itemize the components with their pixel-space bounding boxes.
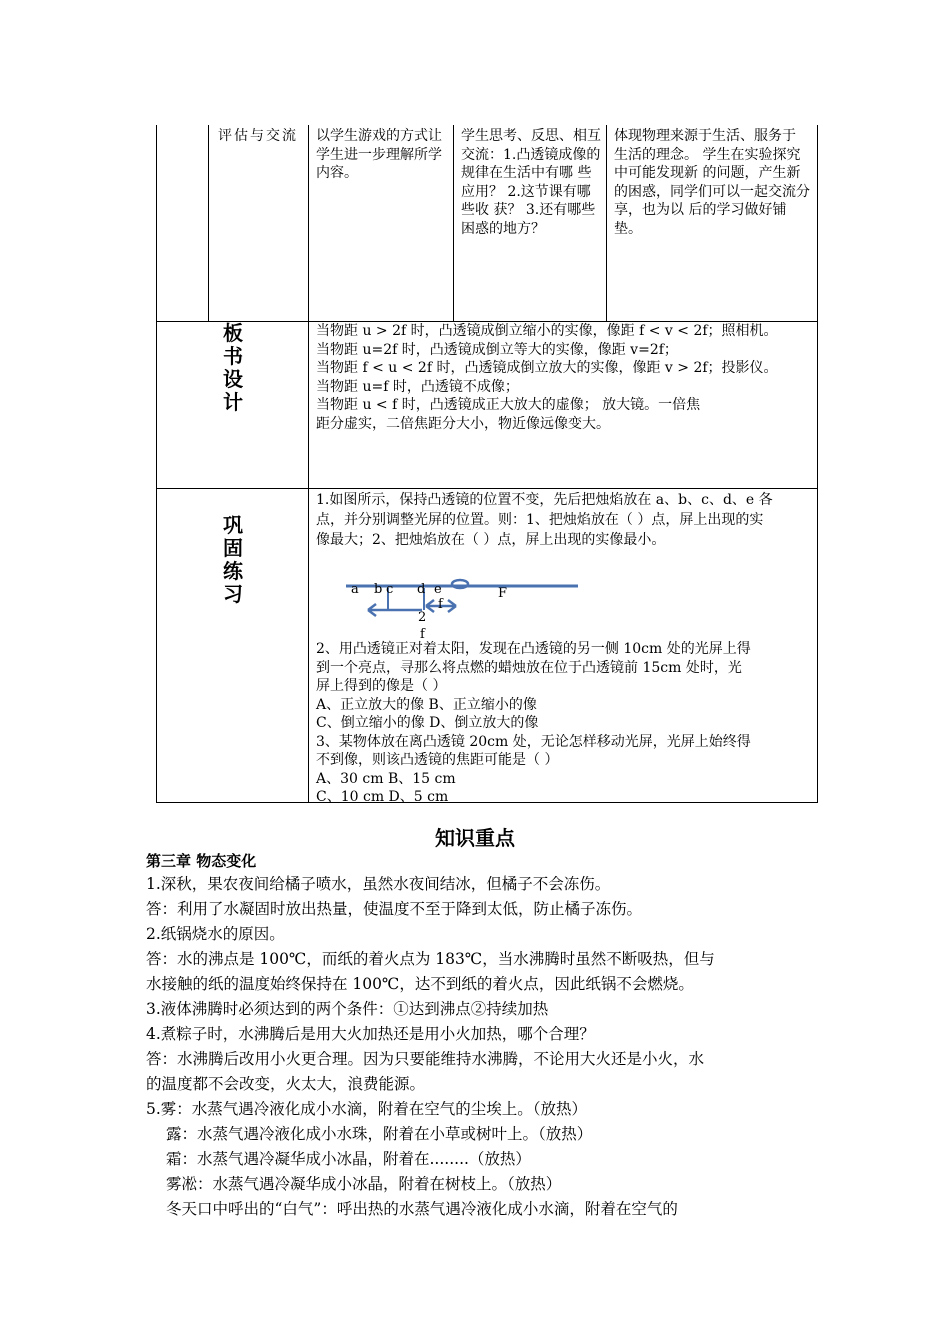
board-line: 当物距 u=f 时，凸透镜不成像；	[316, 378, 519, 395]
content-line: 水接触的纸的温度始终保持在 100℃，达不到纸的着火点，因此纸锅不会燃烧。	[146, 975, 694, 993]
content-line: 霜：水蒸气遇冷凝华成小冰晶，附着在........（放热）	[166, 1150, 531, 1168]
table-divider-2	[308, 125, 309, 803]
student-activity-cell: 学生思考、反思、相互交流：1.凸透镜成像的 规律在生活中有哪 些应用？ 2.这节课有哪些收 获？ 3.还有哪些困惑的地方？	[461, 128, 601, 237]
design-intent-cell: 体现物理来源于生活、服务于 生活的理念。 学生在实验探究中可能发现新 的问题，产生新的困惑，同学们可以一起交流分享，也为以 后的学习做好铺垫。	[614, 128, 810, 237]
table-divider-3	[453, 125, 454, 321]
table-border-left	[156, 125, 157, 803]
content-line: 答：水沸腾后改用小火更合理。因为只要能维持水沸腾，不论用大火还是小火，水	[146, 1050, 705, 1068]
board-design-label: 板 书 设 计	[223, 321, 243, 414]
content-line: 答：利用了水凝固时放出热量，使温度不至于降到太低，防止橘子冻伤。	[146, 900, 643, 918]
content-line: 2.纸锅烧水的原因。	[146, 925, 285, 943]
practice-questions-2-3: 2、用凸透镜正对着太阳，发现在凸透镜的另一侧 10cm 处的光屏上得 到一个亮点，寻那么将点燃的蜡烛放在位于凸透镜前 15cm 处时，光 屏上得到的像是（ ） A、正立放大的像 B、正立缩小的像 C、倒立缩小的像 D、倒立放大的像 3、某物体放在离凸透镜 20cm 处，无论怎样移动光屏，光屏上始终得 不到像，则该凸透镜的焦距可能是（ ） A、30 cm B、15 cm C、10 cm D、5 cm	[316, 641, 751, 805]
board-line: 当物距 f < u < 2f 时，凸透镜成倒立放大的实像，像距 v > 2f；投影仪。	[316, 360, 778, 376]
content-line: 4.煮粽子时，水沸腾后是用大火加热还是用小火加热，哪个合理？	[146, 1025, 595, 1043]
board-design-content	[316, 322, 816, 433]
practice-question-1: 1.如图所示，保持凸透镜的位置不变，先后把烛焰放在 a、b、c、d、e 各 点，并分别调整光屏的位置。则：1、把烛焰放在（ ）点，屏上出现的实 像最大；2、把烛焰放在（ ）点，屏上出现的实像最小。	[316, 492, 773, 548]
diagram-label-f: f	[438, 597, 443, 612]
diagram-label-F: F	[498, 586, 508, 601]
stage-cell: 评估与交流	[218, 128, 298, 144]
content-line: 冬天口中呼出的“白气”：呼出热的水蒸气遇冷液化成小水滴，附着在空气的	[166, 1200, 678, 1218]
section-title: 知识重点	[435, 826, 515, 850]
content-line: 露：水蒸气遇冷液化成小水珠，附着在小草或树叶上。（放热）	[166, 1125, 593, 1143]
diagram-label-2: 2	[418, 610, 427, 625]
board-line: 当物距 u < f 时，凸透镜成正大放大的虚像； 放大镜。一倍焦	[316, 397, 701, 413]
practice-label: 巩 固 练 习	[223, 513, 243, 606]
diagram-point-c: c	[386, 582, 394, 597]
board-line: 当物距 u > 2f 时，凸透镜成倒立缩小的实像，像距 f < v < 2f；照相机。	[316, 323, 778, 339]
table-divider-1	[208, 125, 209, 321]
diagram-point-d: d	[417, 582, 426, 597]
table-border-right	[817, 125, 818, 803]
content-line: 雾凇：水蒸气遇冷凝华成小冰晶，附着在树枝上。（放热）	[166, 1175, 562, 1193]
convex-lens	[452, 580, 468, 588]
content-line: 5.雾：水蒸气遇冷液化成小水滴，附着在空气的尘埃上。（放热）	[146, 1100, 588, 1118]
table-row-line-2	[156, 488, 818, 489]
knowledge-content	[146, 872, 818, 1222]
content-line: 答：水的沸点是 100℃，而纸的着火点为 183℃，当水沸腾时虽然不断吸热，但与	[146, 950, 715, 968]
chapter-title: 第三章 物态变化	[146, 852, 257, 870]
content-line: 3.液体沸腾时必须达到的两个条件：①达到沸点②持续加热	[146, 1000, 549, 1018]
diagram-point-a: a	[351, 582, 359, 597]
arrow-2f	[368, 604, 422, 616]
board-line: 当物距 u=2f 时，凸透镜成倒立等大的实像，像距 v=2f；	[316, 341, 678, 358]
table-divider-4	[606, 125, 607, 321]
diagram-point-b: b	[374, 582, 383, 597]
diagram-point-e: e	[434, 582, 442, 597]
board-line: 距分虚实，二倍焦距分大小，物近像远像变大。	[316, 415, 610, 432]
content-line: 的温度都不会改变，火太大，浪费能源。	[146, 1075, 426, 1093]
content-line: 1.深秋，果农夜间给橘子喷水，虽然水夜间结冰，但橘子不会冻伤。	[146, 875, 611, 893]
teacher-activity-cell: 以学生游戏的方式让学生进一步理解所学内容。	[316, 128, 442, 181]
diagram-label-2f-f: f	[420, 627, 425, 642]
